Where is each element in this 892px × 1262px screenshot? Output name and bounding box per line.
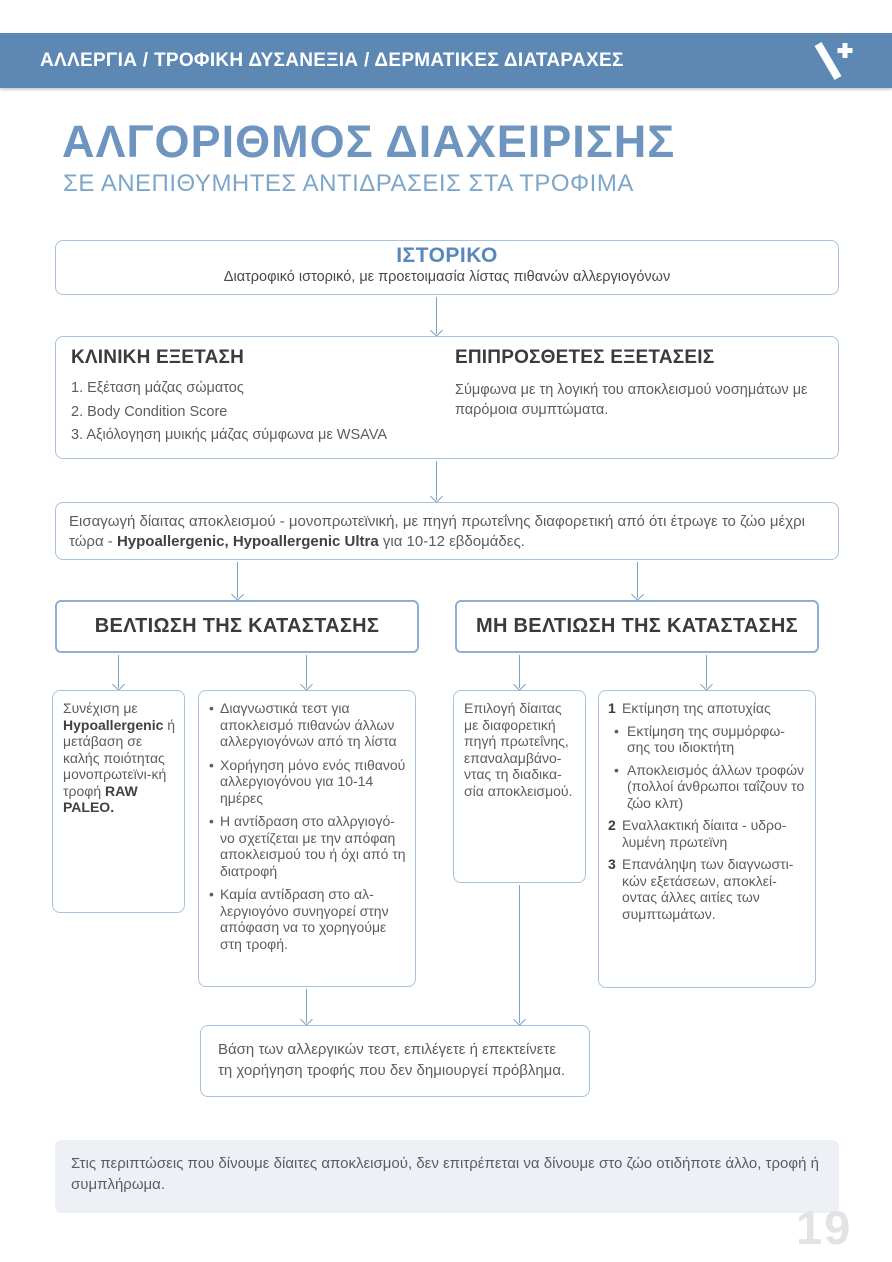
history-text: Διατροφικό ιστορικό, με προετοιμασία λίστας πιθανών αλλεργιογόνων bbox=[223, 269, 671, 285]
new-diet-box bbox=[453, 690, 586, 883]
failure-subitem-text: Αποκλεισμός άλλων τροφών (πολλοί άνθρωποι ταΐζουν το ζώο κλπ) bbox=[627, 761, 805, 811]
continue-diet-text: ή μετάβαση σε καλής ποιότητας μονοπρωτεϊνι-κή τροφή bbox=[63, 716, 176, 799]
failure-item bbox=[608, 817, 807, 850]
failure-assessment-box bbox=[598, 690, 816, 988]
page-title: ΑΛΓΟΡΙΘΜΟΣ ΔΙΑΧΕΙΡΙΣΗΣ bbox=[62, 116, 676, 167]
flow-arrow bbox=[706, 655, 707, 688]
clinical-exam-item: 2. Body Condition Score bbox=[71, 403, 228, 420]
vplus-logo-icon bbox=[808, 41, 856, 81]
no-improvement-box bbox=[455, 600, 819, 653]
failure-subitem-text: Εκτίμηση της συμμόρφω-σης του ιδιοκτήτη bbox=[627, 722, 785, 756]
flow-arrow bbox=[306, 655, 307, 688]
history-heading: ΙΣΤΟΡΙΚΟ bbox=[396, 244, 498, 267]
no-improvement-label: ΜΗ ΒΕΛΤΙΩΣΗ ΤΗΣ ΚΑΤΑΣΤΑΣΗΣ bbox=[476, 615, 798, 637]
footer-note bbox=[55, 1140, 839, 1213]
elimination-diet-text: Εισαγωγή δίαιτας αποκλεισμού - μονοπρωτεϊνική, με πηγή πρωτεΐνης διαφορετική από ότι έτρωγε το ζώο μέχρι τώρα - bbox=[69, 513, 805, 551]
failure-subitem-marker: • bbox=[614, 761, 619, 778]
improvement-label: ΒΕΛΤΙΩΣΗ ΤΗΣ ΚΑΤΑΣΤΑΣΗΣ bbox=[94, 615, 380, 637]
flow-arrow bbox=[237, 562, 238, 598]
page-subtitle: ΣΕ ΑΝΕΠΙΘΥΜΗΤΕΣ ΑΝΤΙΔΡΑΣΕΙΣ ΣΤΑ ΤΡΟΦΙΜΑ bbox=[63, 170, 634, 197]
flow-arrow bbox=[637, 562, 638, 598]
elimination-diet-products: Hypoallergenic, Hypoallergenic Ultra bbox=[116, 533, 379, 551]
flow-arrow bbox=[436, 461, 437, 500]
header-bar bbox=[0, 33, 892, 88]
diagnostic-test-item: • Η αντίδραση στο αλλργιογό-νο σχετίζεται με την απόφαη αποκλεισμού του ή όχι από τη διατροφή bbox=[208, 813, 407, 879]
flow-arrow bbox=[118, 655, 119, 688]
exams-box bbox=[55, 336, 839, 459]
continue-diet-product: Hypoallergenic bbox=[63, 716, 164, 733]
failure-item bbox=[608, 856, 807, 922]
flow-arrow bbox=[436, 297, 437, 334]
failure-subitem bbox=[608, 762, 807, 812]
continue-diet-text: Συνέχιση με bbox=[63, 700, 138, 716]
failure-item-text: Επανάληψη των διαγνωστι-κών εξετάσεων, αποκλεί-οντας άλλες αιτίες των συμπτωμάτων. bbox=[622, 856, 794, 922]
clinical-exam-item: 3. Αξιόλογηση μυικής μάζας σύμφωνα με WSAVA bbox=[71, 427, 388, 444]
additional-exams-text: Σύμφωνα με τη λογική του αποκλεισμού νοσημάτων με παρόμοια συμπτώματα. bbox=[455, 382, 808, 419]
failure-item-marker: 2 bbox=[608, 817, 616, 834]
diagnostic-test-item: • Χορήγηση μόνο ενός πιθανού αλλεργιογόνου για 10-14 ημέρες bbox=[208, 757, 407, 807]
history-box bbox=[55, 240, 839, 295]
improvement-box bbox=[55, 600, 419, 653]
failure-item bbox=[608, 700, 807, 717]
additional-exams-heading: ΕΠΙΠΡΟΣΘΕΤΕΣ ΕΞΕΤΑΣΕΙΣ bbox=[455, 347, 715, 368]
failure-item-marker: 3 bbox=[608, 856, 616, 873]
allergy-tests-text: Βάση των αλλεργικών τεστ, επιλέγετε ή επεκτείνετε τη χορήγηση τροφής που δεν δημιουργεί πρόβλημα. bbox=[218, 1041, 566, 1079]
failure-item-marker: 1 bbox=[608, 700, 616, 716]
failure-subitem-marker: • bbox=[614, 722, 619, 739]
page-number: 19 bbox=[796, 1201, 853, 1254]
diagnostic-tests-box bbox=[198, 690, 416, 987]
flow-arrow bbox=[306, 989, 307, 1023]
diagnostic-test-item: • Διαγνωστικά τεστ για αποκλεισμό πιθανών άλλων αλλεργιογόνων από τη λίστα bbox=[208, 700, 407, 750]
flow-arrow bbox=[519, 885, 520, 1023]
elimination-diet-box bbox=[55, 502, 839, 560]
footer-note-text: Στις περιπτώσεις που δίνουμε δίαιτες αποκλεισμού, δεν επιτρέπεται να δίνουμε στο ζώο οτιδήποτε άλλο, τροφή ή συμπλήρωμα. bbox=[71, 1155, 819, 1193]
clinical-exam-heading: ΚΛΙΝΙΚΗ ΕΞΕΤΑΣΗ bbox=[71, 347, 245, 368]
elimination-diet-duration: για 10-12 εβδομάδες. bbox=[378, 533, 525, 551]
continue-diet-box bbox=[52, 690, 185, 913]
diagnostic-test-item: • Καμία αντίδραση στο αλ-λεργιογόνο συνηγορεί στην απόφαση να το χορηγούμε στη τροφή. bbox=[208, 886, 407, 952]
continue-diet-product: RAW PALEO. bbox=[63, 782, 138, 816]
header-title: ΑΛΛΕΡΓΙΑ / ΤΡΟΦΙΚΗ ΔΥΣΑΝΕΞΙΑ / ΔΕΡΜΑΤΙΚΕΣ ΔΙΑΤΑΡΑΧΕΣ bbox=[40, 49, 624, 71]
new-diet-text: Επιλογή δίαιτας με διαφορετική πηγή πρωτεΐνης, επαναλαμβάνο-ντας τη διαδικα-σία αποκλεισμού. bbox=[464, 700, 573, 799]
allergy-tests-box bbox=[200, 1025, 590, 1097]
clinical-exam-item: 1. Εξέταση μάζας σώματος bbox=[71, 380, 244, 396]
failure-subitem bbox=[608, 723, 807, 756]
additional-exams-column bbox=[455, 347, 827, 421]
failure-item-text: Εκτίμηση της αποτυχίας bbox=[622, 700, 771, 716]
clinical-exam-column bbox=[71, 347, 451, 451]
flow-arrow bbox=[519, 655, 520, 688]
failure-item-text: Εναλλακτική δίαιτα - υδρο-λυμένη πρωτεϊνη bbox=[622, 817, 787, 850]
